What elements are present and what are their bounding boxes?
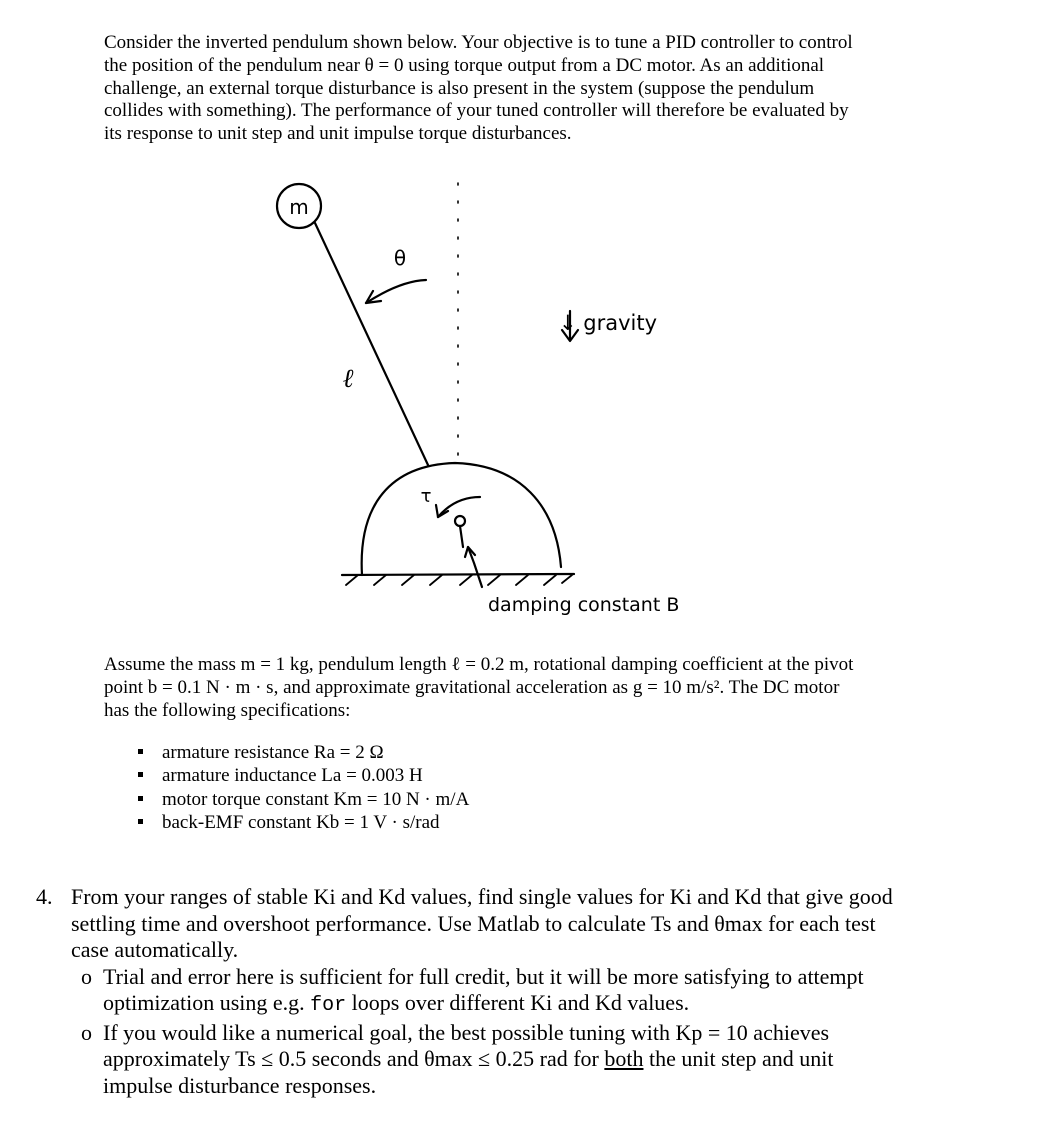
angle-label: θ	[393, 246, 407, 270]
pivot-stem	[460, 526, 463, 547]
assumptions-paragraph: Assume the mass m = 1 kg, pendulum length ℓ = 0.2 m, rotational damping coefficient at the pivot point b = 0.1 N · m · s, and approximate gravitational acceleration as g = 10 m/s². The DC motor has the following specifications:	[104, 654, 854, 721]
subpoint-bullet: o	[81, 963, 92, 989]
pendulum-sketch	[250, 175, 710, 625]
underlined-both: both	[604, 1046, 644, 1071]
spec-item: motor torque constant Km = 10 N · m/A	[132, 788, 469, 811]
spec-item: armature resistance Ra = 2 Ω	[132, 741, 469, 764]
pendulum-rod	[315, 223, 428, 465]
question-subpoints	[36, 964, 896, 1100]
subpoint-bullet: o	[81, 1019, 92, 1045]
ground-line	[342, 574, 574, 575]
motor-specs-list	[132, 741, 469, 835]
base-dome	[362, 463, 561, 575]
question-4	[36, 884, 896, 1099]
length-label: ℓ	[342, 364, 354, 394]
ground-hatching	[346, 575, 572, 585]
intro-paragraph: Consider the inverted pendulum shown below. Your objective is to tune a PID controller to control the position of the pendulum near θ = 0 using torque output from a DC motor. As an additional challenge, an external torque disturbance is also present in the system (suppose the pendulum collides with something). The performance of your tuned controller will therefore be evaluated by its response to unit step and unit impulse torque disturbances.	[104, 32, 853, 145]
damping-label: damping constant B	[488, 594, 680, 616]
gravity-label: ↓ gravity	[559, 311, 658, 335]
spec-item: back-EMF constant Kb = 1 V · s/rad	[132, 811, 469, 834]
angle-arrow	[366, 280, 426, 303]
question-text: From your ranges of stable Ki and Kd values, find single values for Ki and Kd that give good settling time and overshoot performance. Use Matlab to calculate Ts and θmax for each test case automatically.	[71, 884, 893, 962]
pivot-circle	[455, 516, 465, 526]
subpoint-trial-and-error: o Trial and error here is sufficient for full credit, but it will be more satisfying to attempt optimization using e.g. for loops over different Ki and Kd values.	[81, 963, 864, 1017]
subpoint-numerical-goal: o If you would like a numerical goal, the best possible tuning with Kp = 10 achieves approximately Ts ≤ 0.5 seconds and θmax ≤ 0.25 rad for both the unit step and unit impulse disturbance responses.	[81, 1019, 834, 1098]
spec-item: armature inductance La = 0.003 H	[132, 764, 469, 787]
angle-arrowhead	[366, 291, 381, 303]
damping-pointer	[468, 547, 482, 587]
mass-label: m	[289, 195, 309, 219]
code-for: for	[310, 994, 347, 1017]
pendulum-diagram	[250, 175, 710, 625]
torque-label: τ	[420, 486, 432, 507]
question-number: 4.	[36, 884, 53, 909]
torque-arrowhead	[436, 505, 448, 517]
